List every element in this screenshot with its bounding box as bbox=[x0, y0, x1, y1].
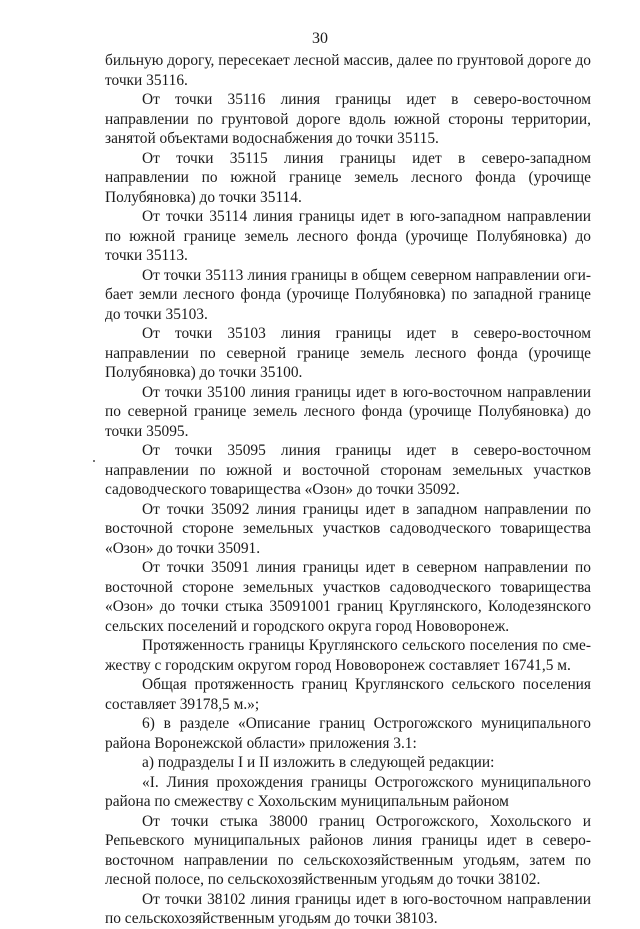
paragraph-point-35113: От точки 35113 линия границы в общем северном направлении огибает земли лесного фонда (урочище Полубяновка) по западной границе до точки 35103. bbox=[105, 266, 591, 323]
document-body bbox=[105, 51, 591, 929]
paragraph-point-35115: От точки 35115 линия границы идет в северо-западном направлении по южной границе земель лесного фонда (урочище Полубяновка) до точки 35114. bbox=[105, 149, 591, 206]
paragraph-point-38102: От точки 38102 линия границы идет в юго-восточном направлении по сельскохозяйственным угодьям до точки 38103. bbox=[105, 890, 591, 927]
paragraph-total-length: Общая протяженность границ Круглянского сельского поселения составляет 39178,5 м.»; bbox=[105, 676, 591, 713]
paragraph-section-heading-i: «I. Линия прохождения границы Острогожского муниципального района по смежеству с Хохольским муниципальным районом bbox=[105, 773, 591, 810]
page-number: 30 bbox=[312, 30, 328, 47]
paragraph-point-35091: От точки 35091 линия границы идет в северном направлении по восточной стороне земельных участков садоводческого товарищества «Озон» до точки стыка 35091001 границ Круглянского, Колодезянского сельских поселений и городского округа город Нововоронеж. bbox=[105, 559, 591, 635]
paragraph-point-38000: От точки стыка 38000 границ Острогожского, Хохольского и Репьевского муниципальных районов линия границы идет в северо-восточном направлении по сельскохозяйственным угодьям, затем по лесной полосе, по сельскохозяйственным угодьям до точки 38102. bbox=[105, 812, 591, 888]
paragraph-point-35100: От точки 35100 линия границы идет в юго-восточном направлении по северной границе земель лесного фонда (урочище Полубяновка) до точки 35095. bbox=[105, 383, 591, 440]
paragraph-point-35092: От точки 35092 линия границы идет в западном направлении по восточной стороне земельных участков садоводческого товарищества «Озон» до точки 35091. bbox=[105, 500, 591, 557]
scan-speck bbox=[93, 460, 95, 462]
paragraph-point-35103: От точки 35103 линия границы идет в северо-восточном направлении по северной границе земель лесного фонда (урочище Полубяновка) до точки 35100. bbox=[105, 325, 591, 381]
paragraph-point-35116: От точки 35116 линия границы идет в северо-восточном направлении по грунтовой дороге вдоль южной стороны территории, занятой объектами водоснабжения до точки 35115. bbox=[105, 91, 591, 147]
paragraph-subsection-a: а) подразделы I и II изложить в следующей редакции: bbox=[142, 754, 495, 771]
paragraph-section-6: 6) в разделе «Описание границ Острогожского муниципального района Воронежской области» приложения 3.1: bbox=[105, 715, 591, 752]
paragraph-point-35114: От точки 35114 линия границы идет в юго-западном направлении по южной границе земель лесного фонда (урочище Полубяновка) до точки 35113. bbox=[105, 208, 591, 264]
paragraph-continued: бильную дорогу, пересекает лесной массив, далее по грунтовой дороге до точки 35116. bbox=[105, 52, 591, 89]
paragraph-border-length: Протяженность границы Круглянского сельского поселения по смежеству с городским округом город Нововоронеж составляет 16741,5 м. bbox=[105, 637, 591, 674]
paragraph-point-35095: От точки 35095 линия границы идет в северо-восточном направлении по южной и восточной сторонам земельных участков садоводческого товарищества «Озон» до точки 35092. bbox=[105, 442, 591, 498]
